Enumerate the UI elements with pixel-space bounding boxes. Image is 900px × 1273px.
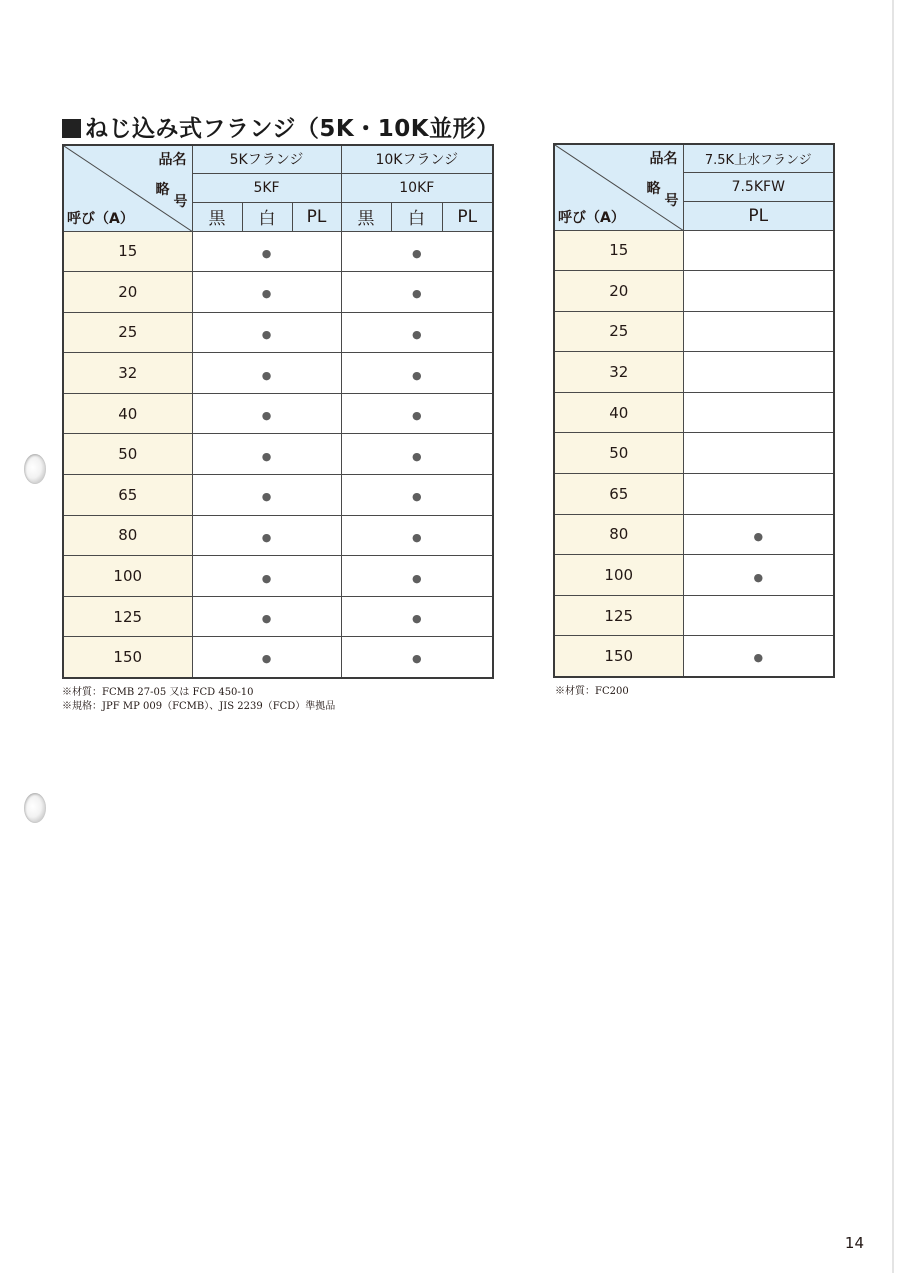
subcol-10k-pl: PL: [442, 202, 493, 231]
group-code-7-5k: 7.5KFW: [683, 172, 834, 201]
size-cell: 65: [554, 474, 683, 515]
left-flange-table: [62, 144, 494, 679]
size-cell: 150: [63, 637, 192, 678]
value-cell-10k: [341, 353, 493, 394]
value-cell-10k: [341, 272, 493, 313]
value-cell-5k: [192, 353, 341, 394]
availability-mark: ●: [411, 530, 422, 544]
availability-mark: ●: [261, 612, 272, 626]
corner-header: [63, 145, 192, 231]
size-cell: 32: [63, 353, 192, 394]
value-cell-10k: [341, 596, 493, 637]
value-cell-7-5k-pl: [683, 514, 834, 555]
left-note-standard: ※規格：JPF MP 009（FCMB）、JIS 2239（FCD）準拠品: [62, 701, 336, 712]
table-row: [554, 230, 834, 271]
size-cell: 65: [63, 475, 192, 516]
subcol-7-5k-pl: PL: [683, 201, 834, 230]
table-row: [554, 555, 834, 596]
table-row: [554, 474, 834, 515]
size-cell: 50: [63, 434, 192, 475]
table-row: [63, 515, 493, 556]
value-cell-10k: [341, 312, 493, 353]
punch-hole-bottom: [24, 793, 46, 823]
corner-hinmei: 品名: [158, 152, 187, 168]
value-cell-7-5k-pl: [683, 271, 834, 312]
availability-mark: ●: [411, 571, 422, 585]
availability-mark: ●: [411, 287, 422, 301]
availability-mark: ●: [411, 246, 422, 260]
value-cell-5k: [192, 272, 341, 313]
value-cell-5k: [192, 434, 341, 475]
table-row: [554, 595, 834, 636]
table-row: [554, 311, 834, 352]
value-cell-5k: [192, 312, 341, 353]
corner-gou-right: 号: [664, 193, 679, 209]
size-cell: 80: [554, 514, 683, 555]
table-row: [63, 475, 493, 516]
value-cell-5k: [192, 556, 341, 597]
page-title: [62, 110, 500, 143]
availability-mark: ●: [411, 652, 422, 666]
corner-gou: 号: [173, 194, 188, 210]
size-cell: 40: [63, 393, 192, 434]
page-title-text: ねじ込み式フランジ（5K・10K並形）: [85, 116, 500, 142]
value-cell-10k: [341, 515, 493, 556]
value-cell-10k: [341, 475, 493, 516]
availability-mark: ●: [411, 409, 422, 423]
table-row: [63, 556, 493, 597]
table-row: [554, 514, 834, 555]
value-cell-10k: [341, 556, 493, 597]
size-cell: 20: [63, 272, 192, 313]
availability-mark: ●: [261, 287, 272, 301]
availability-mark: ●: [411, 490, 422, 504]
table-row: [554, 392, 834, 433]
table-row: [63, 596, 493, 637]
size-cell: 100: [63, 556, 192, 597]
value-cell-7-5k-pl: [683, 555, 834, 596]
size-cell: 20: [554, 271, 683, 312]
value-cell-10k: [341, 393, 493, 434]
availability-mark: ●: [261, 652, 272, 666]
availability-mark: ●: [261, 327, 272, 341]
size-cell: 125: [554, 595, 683, 636]
corner-ryaku: 略: [155, 182, 170, 198]
value-cell-7-5k-pl: [683, 636, 834, 677]
corner-hinmei-right: 品名: [649, 151, 678, 167]
value-cell-10k: [341, 231, 493, 272]
value-cell-5k: [192, 596, 341, 637]
subcol-10k-black: 黒: [341, 202, 391, 231]
subcol-5k-black: 黒: [192, 202, 242, 231]
subcol-5k-white: 白: [242, 202, 292, 231]
availability-mark: ●: [411, 327, 422, 341]
page-number: 14: [844, 1234, 864, 1252]
availability-mark: ●: [411, 449, 422, 463]
availability-mark: ●: [261, 368, 272, 382]
size-cell: 15: [554, 230, 683, 271]
group-code-5k: 5KF: [192, 173, 341, 202]
size-cell: 40: [554, 392, 683, 433]
punch-hole-top: [24, 454, 46, 484]
value-cell-7-5k-pl: [683, 595, 834, 636]
availability-mark: ●: [753, 570, 764, 584]
availability-mark: ●: [411, 612, 422, 626]
value-cell-7-5k-pl: [683, 230, 834, 271]
group-name-10k: 10Kフランジ: [341, 145, 493, 173]
size-cell: 25: [63, 312, 192, 353]
size-cell: 32: [554, 352, 683, 393]
table-row: [63, 353, 493, 394]
right-note-material: ※材質：FC200: [555, 686, 629, 697]
corner-header-right: [554, 144, 683, 230]
corner-ryaku-right: 略: [646, 181, 661, 197]
table-row: [63, 637, 493, 678]
availability-mark: ●: [261, 246, 272, 260]
value-cell-7-5k-pl: [683, 311, 834, 352]
table-row: [63, 231, 493, 272]
value-cell-10k: [341, 637, 493, 678]
table-row: [63, 312, 493, 353]
size-cell: 100: [554, 555, 683, 596]
size-cell: 125: [63, 596, 192, 637]
value-cell-5k: [192, 637, 341, 678]
size-cell: 80: [63, 515, 192, 556]
value-cell-5k: [192, 231, 341, 272]
table-row: [63, 434, 493, 475]
table-row: [63, 393, 493, 434]
table-row: [554, 433, 834, 474]
value-cell-7-5k-pl: [683, 352, 834, 393]
value-cell-5k: [192, 515, 341, 556]
value-cell-5k: [192, 475, 341, 516]
availability-mark: ●: [261, 409, 272, 423]
subcol-10k-white: 白: [391, 202, 442, 231]
value-cell-5k: [192, 393, 341, 434]
corner-yobi-right: 呼び（A）: [558, 209, 625, 226]
availability-mark: ●: [753, 529, 764, 543]
left-note-material: ※材質：FCMB 27-05 又は FCD 450-10: [62, 687, 254, 698]
subcol-5k-pl: PL: [292, 202, 341, 231]
size-cell: 50: [554, 433, 683, 474]
availability-mark: ●: [753, 651, 764, 665]
group-name-5k: 5Kフランジ: [192, 145, 341, 173]
availability-mark: ●: [261, 449, 272, 463]
table-row: [554, 636, 834, 677]
size-cell: 25: [554, 311, 683, 352]
value-cell-7-5k-pl: [683, 433, 834, 474]
availability-mark: ●: [261, 571, 272, 585]
value-cell-7-5k-pl: [683, 392, 834, 433]
title-square-icon: [62, 119, 81, 138]
availability-mark: ●: [261, 530, 272, 544]
value-cell-10k: [341, 434, 493, 475]
group-code-10k: 10KF: [341, 173, 493, 202]
table-row: [554, 271, 834, 312]
right-flange-table: [553, 143, 835, 678]
page-edge: [892, 0, 894, 1273]
table-row: [554, 352, 834, 393]
table-row: [63, 272, 493, 313]
group-name-7-5k: 7.5K上水フランジ: [683, 144, 834, 172]
availability-mark: ●: [261, 490, 272, 504]
corner-yobi: 呼び（A）: [67, 210, 134, 227]
value-cell-7-5k-pl: [683, 474, 834, 515]
availability-mark: ●: [411, 368, 422, 382]
size-cell: 15: [63, 231, 192, 272]
size-cell: 150: [554, 636, 683, 677]
